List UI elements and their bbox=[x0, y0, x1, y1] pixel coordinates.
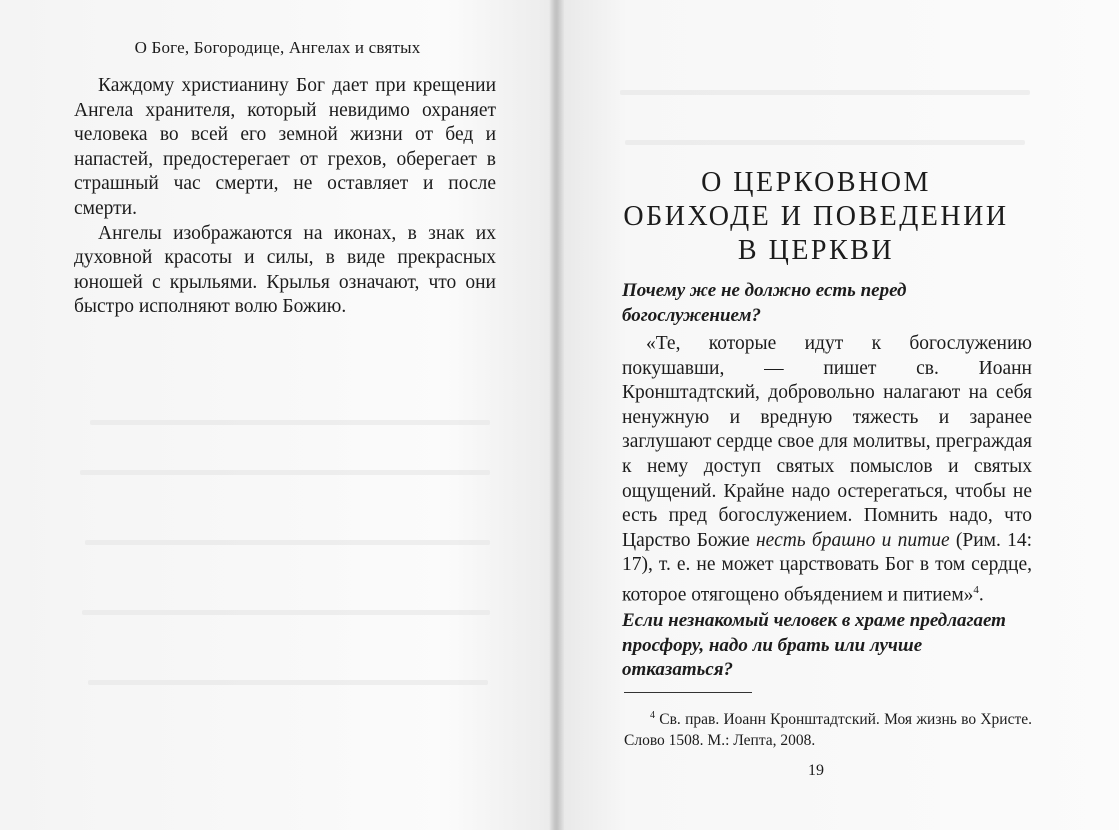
paragraph: Ангелы изображаются на иконах, в знак их духовной красоты и силы, в виде прекрасных юношей с крыльями. Крылья означают, что они быстро исполняют волю Божию. bbox=[74, 222, 496, 318]
left-page bbox=[0, 0, 555, 830]
page-number: 19 bbox=[808, 762, 824, 779]
chapter-title-line: О ЦЕРКОВНОМ bbox=[701, 167, 931, 198]
footnote-reference: 4 bbox=[973, 583, 979, 596]
footnote-divider bbox=[624, 692, 752, 693]
footnote-number: 4 bbox=[650, 710, 655, 721]
chapter-title bbox=[600, 166, 1032, 268]
quote-text: . bbox=[978, 584, 984, 606]
quote-italic-text: несть брашно и питие bbox=[756, 529, 950, 551]
question-heading: Почему же не должно есть перед богослужением? bbox=[622, 280, 907, 326]
show-through-line bbox=[625, 140, 1025, 145]
quote-text: «Те, которые идут к богослужению покушавши, — пишет св. Иоанн Кронштадтский, добровольно налагают на себя ненужную и вредную тяжесть и заранее заглушают сердце свое для молитвы, преграждая к нему доступ святых помыслов и святых ощущений. Крайне надо остерегаться, чтобы не есть пред богослужением. Помнить надо, что Царство Божие bbox=[622, 333, 1032, 551]
left-body-text bbox=[74, 74, 496, 320]
footnote-text: Св. прав. Иоанн Кронштадтский. Моя жизнь во Христе. Слово 1508. М.: Лепта, 2008. bbox=[624, 711, 1032, 750]
quote-text: (Рим. 14: 17), т. е. не может царствовать Бог в том сердце, которое отягощено объядением и питием» bbox=[622, 529, 1032, 606]
quote-paragraph bbox=[622, 332, 1032, 608]
paragraph: Каждому христианину Бог дает при крещении Ангела хранителя, который невидимо охраняет человека во всей его земной жизни от бед и напастей, предостерегает от грехов, оберегает в страшный час смерти, не оставляет и после смерти. bbox=[74, 75, 496, 219]
chapter-title-line: ОБИХОДЕ И ПОВЕДЕНИИ bbox=[623, 201, 1009, 232]
chapter-title-line: В ЦЕРКВИ bbox=[737, 235, 895, 266]
question-heading: Если незнакомый человек в храме предлагает просфору, надо ли брать или лучше отказаться? bbox=[622, 610, 1006, 680]
show-through-line bbox=[620, 90, 1030, 95]
running-head: О Боге, Богородице, Ангелах и святых bbox=[134, 38, 421, 57]
footnote bbox=[624, 705, 1032, 751]
